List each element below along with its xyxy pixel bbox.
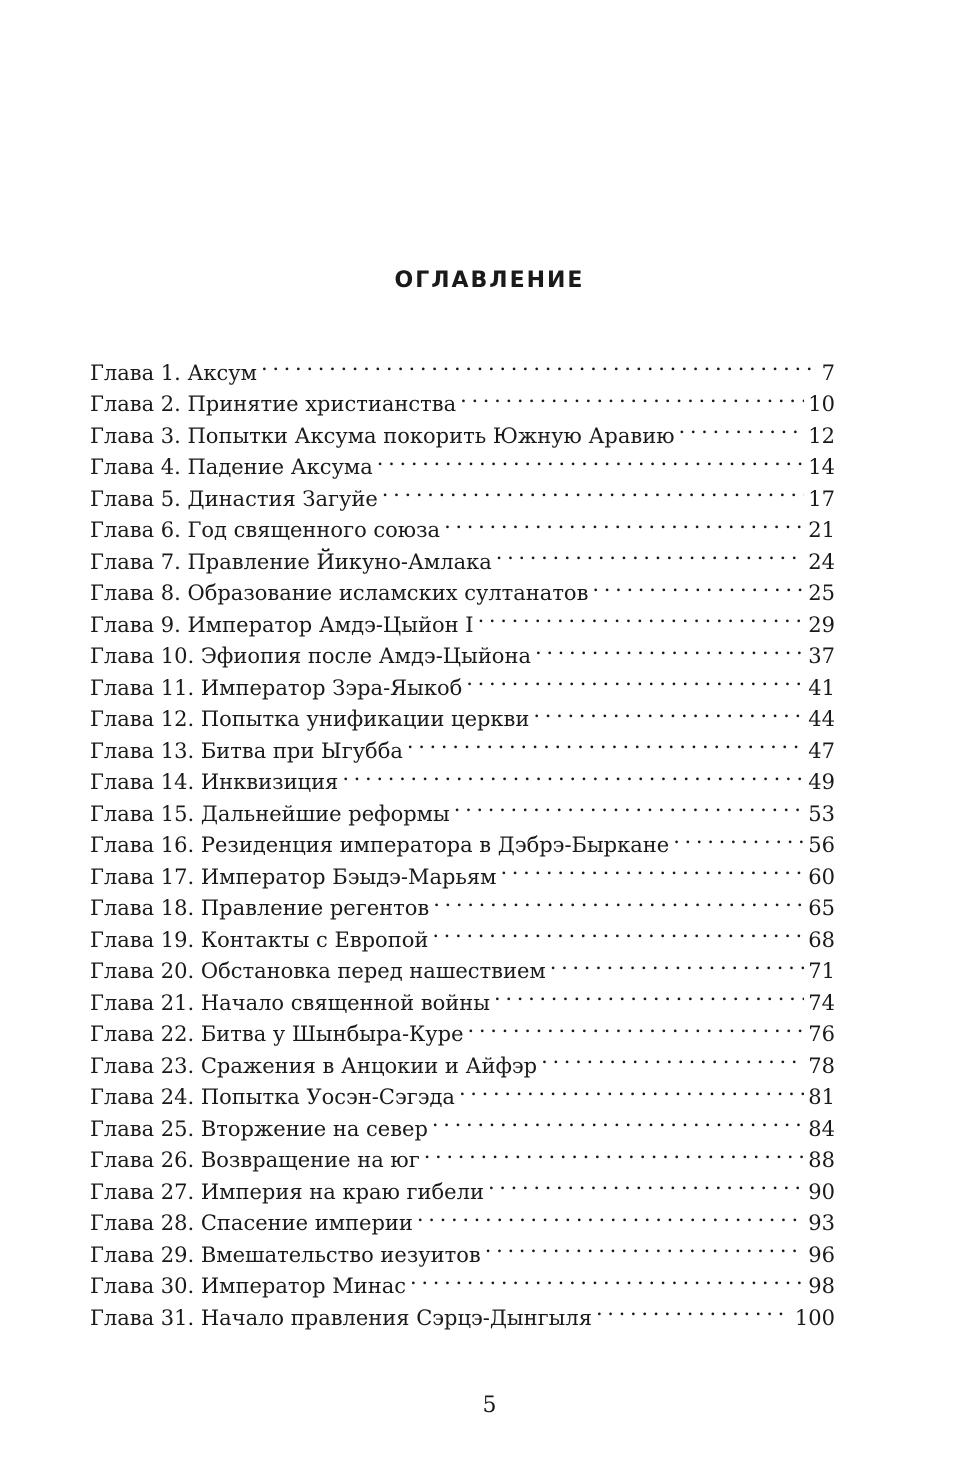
table-of-contents — [90, 348, 835, 1330]
toc-entry-title: Глава 8. Образование исламских султанатов — [90, 581, 589, 605]
toc-entry-title: Глава 13. Битва при Ыгубба — [90, 738, 403, 763]
toc-entry-page: 60 — [808, 864, 835, 889]
toc-entry-page: 100 — [794, 1305, 835, 1330]
toc-entry-page: 49 — [808, 770, 835, 794]
dot-leader — [382, 474, 805, 506]
toc-entry-title: Глава 20. Обстановка перед нашествием — [90, 959, 546, 983]
dot-leader — [417, 1199, 804, 1231]
toc-entry-page: 81 — [808, 1085, 835, 1109]
toc-heading: ОГЛАВЛЕНИЕ — [394, 268, 585, 293]
toc-entry-page: 68 — [808, 927, 835, 952]
dot-leader — [342, 758, 804, 790]
toc-entry-page: 90 — [808, 1179, 835, 1204]
toc-entry-page: 14 — [808, 455, 835, 479]
toc-entry-title: Глава 7. Правление Йикуно-Амлака — [90, 549, 492, 574]
toc-entry-title: Глава 10. Эфиопия после Амдэ-Цыйона — [90, 644, 531, 668]
dot-leader — [592, 569, 804, 601]
toc-entry-title: Глава 5. Династия Загуйе — [90, 486, 378, 511]
dot-leader — [407, 726, 804, 758]
toc-entry-title: Глава 17. Император Бэыдэ-Марьям — [90, 864, 497, 889]
toc-entry-title: Глава 30. Император Минас — [90, 1274, 407, 1298]
toc-entry-title: Глава 15. Дальнейшие реформы — [90, 801, 450, 826]
toc-entry-page: 93 — [808, 1211, 835, 1235]
dot-leader — [424, 1136, 805, 1168]
dot-leader — [533, 695, 804, 727]
toc-entry-page: 98 — [808, 1274, 835, 1298]
toc-entry-page: 10 — [808, 392, 835, 416]
dot-leader — [410, 1262, 804, 1294]
dot-leader — [678, 411, 804, 443]
toc-entry-page: 37 — [808, 644, 835, 668]
toc-entry-title: Глава 21. Начало священной войны — [90, 990, 491, 1015]
toc-entry-title: Глава 26. Возвращение на юг — [90, 1148, 420, 1172]
toc-entry — [90, 348, 835, 385]
toc-entry-title: Глава 31. Начало правления Сэрцэ-Дынгыля — [90, 1305, 592, 1330]
toc-entry-title: Глава 1. Аксум — [90, 360, 257, 385]
toc-entry-title: Глава 23. Сражения в Анцокии и Айфэр — [90, 1053, 538, 1078]
dot-leader — [459, 1073, 804, 1105]
toc-entry-page: 47 — [808, 738, 835, 763]
dot-leader — [444, 506, 804, 538]
dot-leader — [377, 443, 804, 475]
toc-entry-page: 12 — [808, 423, 835, 448]
toc-entry-title: Глава 12. Попытка унификации церкви — [90, 707, 530, 731]
toc-entry-page: 71 — [808, 959, 835, 983]
dot-leader — [478, 600, 805, 632]
toc-entry-page: 96 — [808, 1242, 835, 1267]
dot-leader — [432, 1104, 804, 1136]
dot-leader — [261, 348, 818, 380]
toc-entry-page: 88 — [808, 1148, 835, 1172]
toc-entry-page: 41 — [808, 675, 835, 700]
toc-entry-page: 65 — [808, 896, 835, 920]
dot-leader — [488, 1167, 804, 1199]
toc-entry-title: Глава 14. Инквизиция — [90, 770, 339, 794]
toc-entry-page: 78 — [808, 1053, 835, 1078]
dot-leader — [496, 537, 805, 569]
toc-entry-title: Глава 24. Попытка Уосэн-Сэгэда — [90, 1085, 455, 1109]
page-number: 5 — [482, 1393, 497, 1418]
dot-leader — [460, 380, 804, 412]
dot-leader — [466, 663, 804, 695]
dot-leader — [485, 1230, 805, 1262]
toc-entry-page: 53 — [808, 801, 835, 826]
dot-leader — [494, 978, 804, 1010]
dot-leader — [673, 821, 804, 853]
toc-entry-title: Глава 4. Падение Аксума — [90, 455, 373, 479]
toc-entry-title: Глава 29. Вмешательство иезуитов — [90, 1242, 481, 1267]
toc-entry-page: 56 — [808, 833, 835, 857]
toc-entry-page: 25 — [808, 581, 835, 605]
toc-entry-title: Глава 27. Империя на краю гибели — [90, 1179, 484, 1204]
toc-entry-title: Глава 9. Император Амдэ-Цыйон I — [90, 612, 474, 637]
toc-entry-title: Глава 16. Резиденция императора в Дэбрэ-Быркане — [90, 833, 670, 857]
toc-entry-page: 17 — [808, 486, 835, 511]
toc-entry-page: 74 — [808, 990, 835, 1015]
toc-entry-title: Глава 22. Битва у Шынбыра-Куре — [90, 1022, 464, 1046]
toc-entry-title: Глава 2. Принятие христианства — [90, 392, 457, 416]
dot-leader — [541, 1041, 804, 1073]
toc-entry-page: 21 — [808, 518, 835, 542]
toc-entry-page: 29 — [808, 612, 835, 637]
toc-entry-page: 24 — [808, 549, 835, 574]
dot-leader — [433, 884, 804, 916]
toc-entry-page: 76 — [808, 1022, 835, 1046]
dot-leader — [500, 852, 804, 884]
toc-entry-title: Глава 3. Попытки Аксума покорить Южную Аравию — [90, 423, 675, 448]
toc-entry-title: Глава 11. Император Зэра-Яыкоб — [90, 675, 463, 700]
toc-entry-title: Глава 28. Спасение империи — [90, 1211, 413, 1235]
toc-entry-page: 44 — [808, 707, 835, 731]
dot-leader — [596, 1293, 791, 1325]
dot-leader — [454, 789, 805, 821]
toc-entry-title: Глава 19. Контакты с Европой — [90, 927, 429, 952]
dot-leader — [535, 632, 804, 664]
dot-leader — [550, 947, 805, 979]
toc-entry-page: 7 — [821, 360, 835, 385]
toc-entry-title: Глава 6. Год священного союза — [90, 518, 441, 542]
toc-entry-page: 84 — [808, 1116, 835, 1141]
dot-leader — [432, 915, 804, 947]
toc-entry-title: Глава 18. Правление регентов — [90, 896, 430, 920]
toc-entry-title: Глава 25. Вторжение на север — [90, 1116, 428, 1141]
dot-leader — [468, 1010, 805, 1042]
